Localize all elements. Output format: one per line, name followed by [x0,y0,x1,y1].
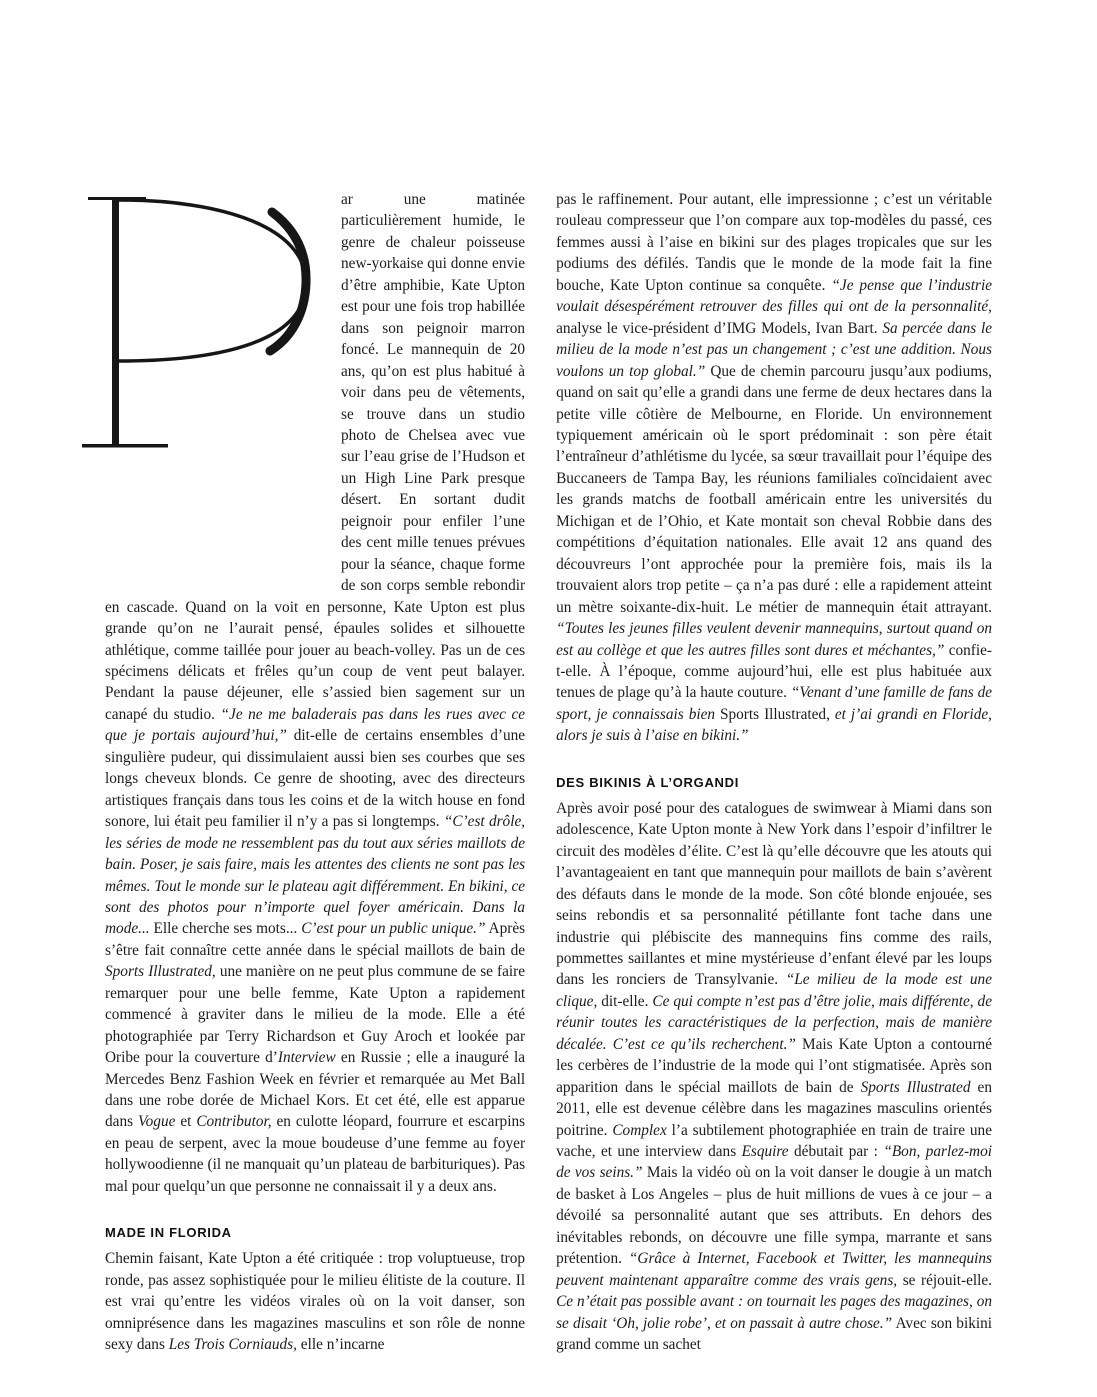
right-column [556,189,992,1356]
drop-cap-p-glyph [82,191,328,578]
section-heading-des-bikinis: DES BIKINIS À L’ORGANDI [556,774,740,790]
article-columns [105,189,992,1356]
drop-cap-letter-P [82,191,328,578]
right-paragraph-1: pas le raffinement. Pour autant, elle impressionne ; c’est un véritable rouleau compresseur que l’on compare aux top-modèles du passé, ces femmes aussi à l’aise en bikini sur des plages tropicales que sur les podiums des défilés. Tandis que le monde de la mode fait la fine bouche, Kate Upton continue sa conquête. “Je pense que l’industrie voulait désespérément retrouver des filles qui ont de la personnalité, analyse le vice-président d’IMG Models, Ivan Bart. Sa percée dans le milieu de la mode n’est pas un changement ; c’est une addition. Nous voulons un top global.” Que de chemin parcouru jusqu’aux podiums, quand on sait qu’elle a grandi dans une ferme de deux hectares dans la petite ville côtière de Melbourne, en Floride. Un environnement typiquement américain où le sport prédominait : son père était l’entraîneur d’athlétisme du lycée, sa sœur travaillait pour l’équipe des Buccaneers de Tampa Bay, les réunions familiales coïncidaient avec les grands matchs de football américain entre les universités du Michigan et de l’Ohio, et Kate montait son cheval Robbie dans des compétitions d’équitation nationales. Elle avait 12 ans quand des découvreurs l’ont approchée pour la première fois, mais ils la trouvaient alors trop petite – ça n’a pas duré : elle a rapidement atteint un mètre soixante-dix-huit. Le métier de mannequin était attrayant. “Toutes les jeunes filles veulent devenir mannequins, surtout quand on est au collège et que les autres filles sont dures et méchantes,” confie-t-elle. À l’époque, comme aujourd’hui, elle est plus habituée aux tenues de plage qu’à la haute couture. “Venant d’une famille de fans de sport, je connaissais bien Sports Illustrated, et j’ai grandi en Floride, alors je suis à l’aise en bikini.” [556,191,993,745]
intro-paragraph: ar une matinée particulièrement humide, le genre de chaleur poisseuse new-yorkaise qui donne envie d’être amphibie, Kate Upton est pour une fois trop habillée dans son peignoir marron foncé. Le mannequin de 20 ans, qu’on est plus habitué à voir dans peu de vêtements, se trouve dans un studio photo de Chelsea avec vue sur l’eau grise de l’Hudson et un High Line Park presque désert. En sortant dudit peignoir pour enfiler l’une des cent mille tenues prévues pour la séance, chaque forme de son corps semble rebondir en cascade. Quand on la voit en personne, Kate Upton est plus grande qu’on ne l’aurait pensé, épaules solides et silhouette athlétique, comme taillée pour jouer au beach-volley. Pas un de ces spécimens délicats et frêles qu’un coup de vent peut balayer. Pendant la pause déjeuner, elle s’assied bien sagement sur un canapé du studio. “Je ne me baladerais pas dans les rues avec ce que je portais aujourd’hui,” dit-elle de certains ensembles d’une singulière pudeur, qui dissimulaient aussi bien ses courbes que ses longs cheveux blonds. Ce genre de shooting, avec des directeurs artistiques français dans tous les coins et de la witch house en fond sonore, lui était peu familier il n’y a pas si longtemps. “C’est drôle, les séries de mode ne ressemblent pas du tout aux séries maillots de bain. Poser, je sais faire, mais les attentes des clients ne sont pas les mêmes. Tout le monde sur le plateau agit différemment. En bikini, ce sont des photos pour n’importe quel foyer américain. Dans la mode... Elle cherche ses mots... C’est pour un public unique.” Après s’être fait connaître cette année dans le spécial maillots de bain de Sports Illustrated, une manière on ne peut plus commune de se faire remarquer pour une belle femme, Kate Upton a rapidement commencé à graviter dans le milieu de la mode. Elle a été photographiée par Terry Richardson et Guy Aroch et lookée par Oribe pour la couverture d’Interview en Russie ; elle a inauguré la Mercedes Benz Fashion Week en février et remarquée au Met Ball dans une robe dorée de Michael Kors. Et cet été, elle est apparue dans Vogue et Contributor, en culotte léopard, fourrure et escarpins en peau de serpent, avec la moue boudeuse d’une femme au foyer hollywoodienne (il ne manquait qu’un plateau de barbituriques). Pas mal pour quelqu’un que personne ne connaissait il y a deux ans. [105,191,526,1195]
section-heading-made-in-florida: MADE IN FLORIDA [105,1225,232,1241]
right-paragraph-2: Après avoir posé pour des catalogues de swimwear à Miami dans son adolescence, Kate Upton monte à New York dans l’espoir d’infiltrer le circuit des modèles d’élite. C’est là qu’elle découvre que les atouts qui l’avantageaient en tant que mannequin pour maillots de bain s’avèrent des défauts dans le monde de la mode. Son côté blonde enjouée, ses seins rebondis et sa personnalité pétillante font tache dans une industrie qui plébiscite des mannequins fins comme des rails, pommettes saillantes et mine mystérieuse d’enfant élevé par les loups dans les ronciers de Transylvanie. “Le milieu de la mode est une clique, dit-elle. Ce qui compte n’est pas d’être jolie, mais différente, de réunir toutes les caractéristiques de la perfection, mais de manière décalée. C’est ce qu’ils recherchent.” Mais Kate Upton a contourné les cerbères de l’industrie de la mode qui l’ont stigmatisée. Après son apparition dans le spécial maillots de bain de Sports Illustrated en 2011, elle est devenue célèbre dans les magazines masculins orientés poitrine. Complex l’a subtilement photographiée en train de traire une vache, et une interview dans Esquire débutait par : “Bon, parlez-moi de vos seins.” Mais la vidéo où on la voit danser le dougie à un match de basket à Los Angeles – plus de huit millions de vues à ce jour – a dévoilé sa personnalité autant que ses attributs. En dehors des inévitables rebonds, on découvre une fille sympa, marrante et sans prétention. “Grâce à Internet, Facebook et Twitter, les mannequins peuvent maintenant apparaître comme des vrais gens, se réjouit-elle. Ce n’était pas possible avant : on tournait les pages des magazines, on se disait ‘Oh, jolie robe’, et on passait à autre chose.” Avec son bikini grand comme un sachet [556,799,992,1354]
left-paragraph-2: Chemin faisant, Kate Upton a été critiquée : trop voluptueuse, trop ronde, pas assez sophistiquée pour le milieu élitiste de la couture. Il est vrai qu’entre les vidéos virales où on la voit danser, son omniprésence dans les magazines masculins et son rôle de nonne sexy dans Les Trois Corniauds, elle n’incarne [105,1250,526,1354]
left-column [105,189,525,1356]
